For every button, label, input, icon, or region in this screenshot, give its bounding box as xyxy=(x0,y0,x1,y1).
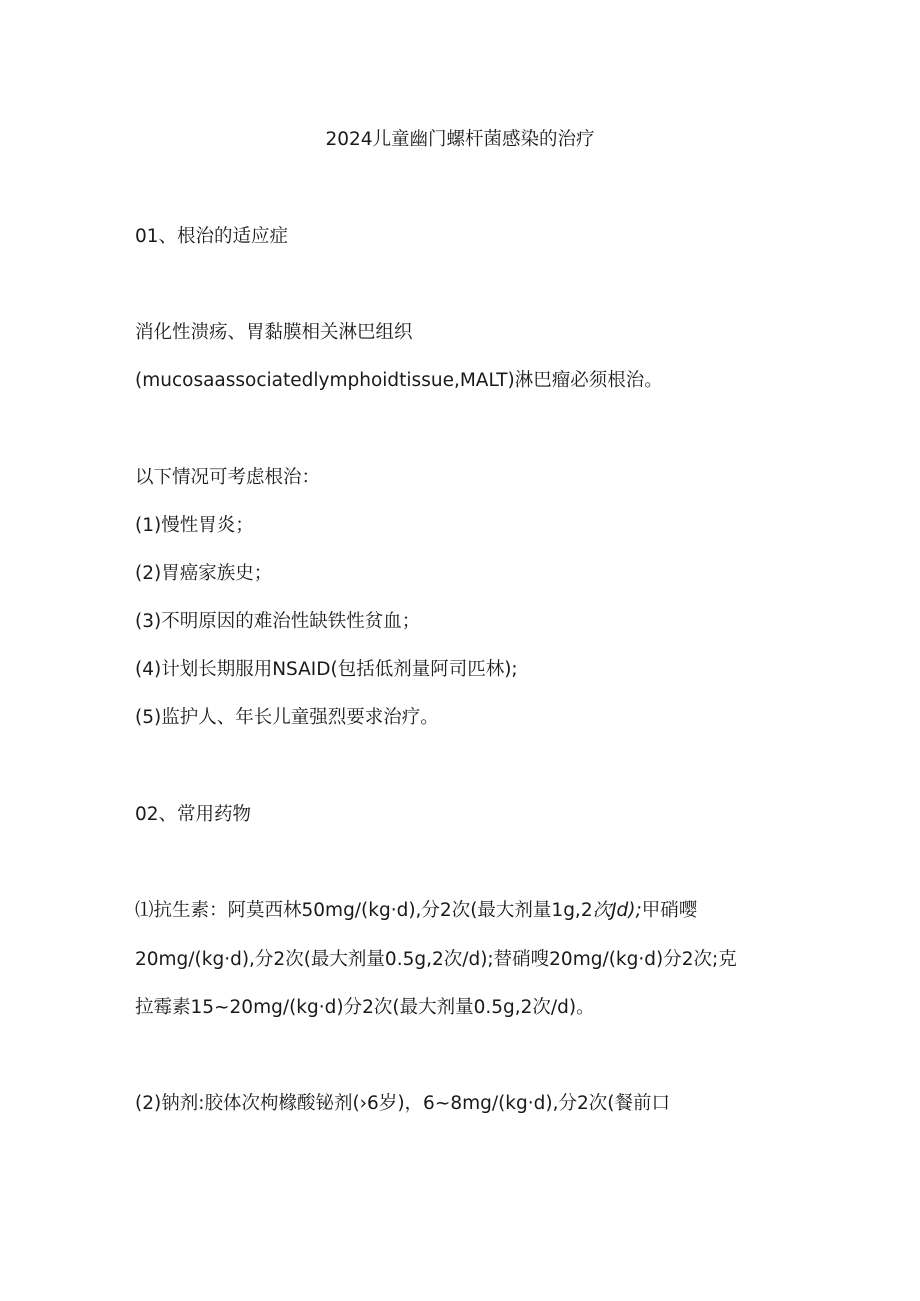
text-run: 甲硝嘤 xyxy=(641,900,698,921)
paragraph-line: 拉霉素15~20mg∕(kg·d)分2次(最大剂量0.5g,2次/d)。 xyxy=(135,997,595,1018)
paragraph-line: (mucosaassociatedlymphoidtissue,MALT)淋巴瘤必须根治。 xyxy=(135,370,663,391)
text-run: ⑴抗生素：阿莫西林50mg∕(kg·d),分2次(最大剂量1g,2 xyxy=(135,900,593,921)
document-title: 2024儿童幽门螺杆菌感染的治疗 xyxy=(325,129,595,150)
paragraph-line: (2)钠剂:胶体次枸橼酸铋剂(›6岁)，6~8mg∕(kg·d),分2次(餐前口 xyxy=(135,1093,670,1114)
paragraph-line: 20mg∕(kg·d),分2次(最大剂量0.5g,2次∕d);替硝嗖20mg∕(kg·d)分2次;克 xyxy=(135,949,737,970)
italic-text-run: 次Jd); xyxy=(592,900,642,921)
paragraph-line xyxy=(135,900,697,922)
paragraph-line: 消化性溃疡、胃黏膜相关淋巴组织 xyxy=(135,322,413,343)
list-item: (5)监护人、年长儿童强烈要求治疗。 xyxy=(135,707,439,728)
section-heading-drugs: 02、常用药物 xyxy=(135,804,252,825)
list-item: (1)慢性胃炎； xyxy=(135,515,254,536)
list-item: (3)不明原因的难治性缺铁性贫血； xyxy=(135,611,421,632)
section-heading-indications: 01、根治的适应症 xyxy=(135,226,289,247)
conditions-intro: 以下情况可考虑根治： xyxy=(135,467,321,488)
list-item: (2)胃癌家族史； xyxy=(135,563,273,584)
list-item: (4)计划长期服用NSAID(包括低剂量阿司匹林); xyxy=(135,659,518,680)
